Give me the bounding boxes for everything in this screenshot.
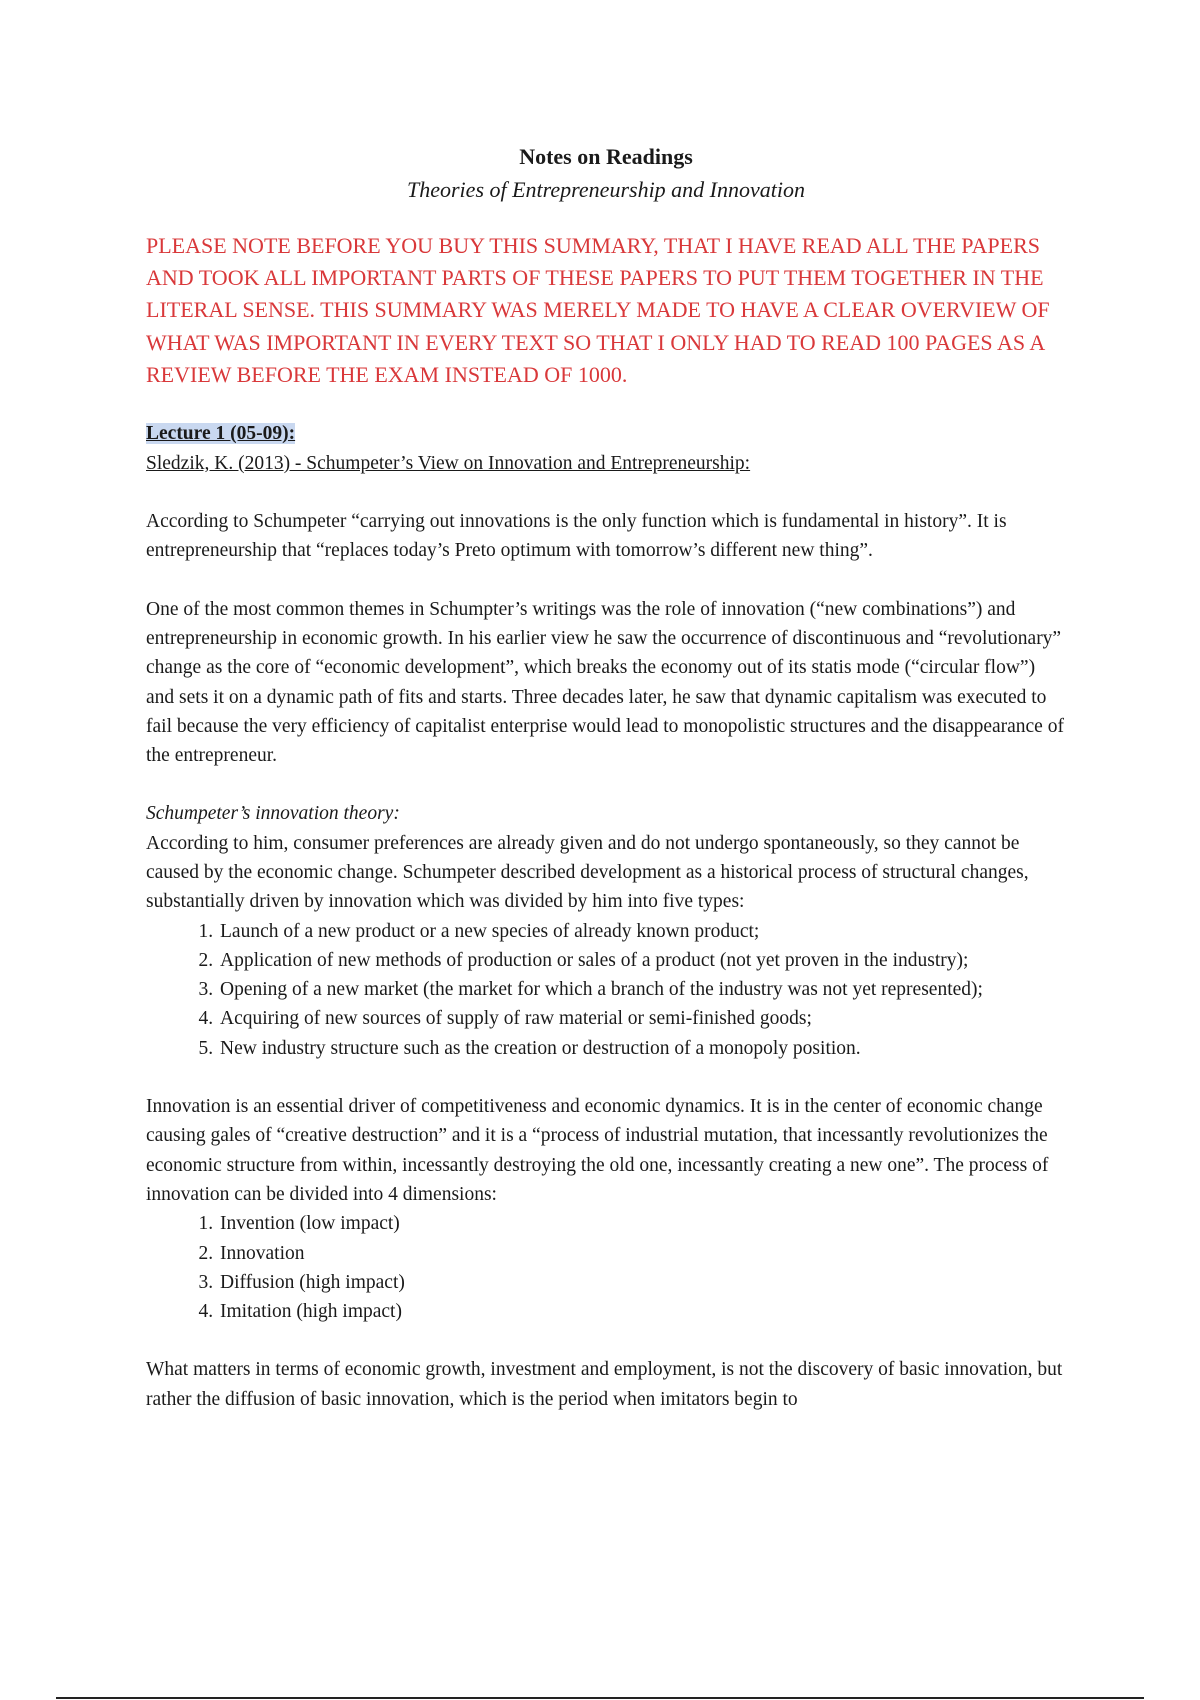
list-item: 3. Opening of a new market (the market for which a branch of the industry was not yet represented); [218, 975, 1066, 1004]
list-item: 2. Innovation [218, 1239, 1066, 1268]
list-item: 4. Acquiring of new sources of supply of raw material or semi-finished goods; [218, 1004, 1066, 1033]
list-item: 3. Diffusion (high impact) [218, 1268, 1066, 1297]
paragraph-2: One of the most common themes in Schumpter’s writings was the role of innovation (“new combinations”) and entrepreneurship in economic growth. In his earlier view he saw the occurrence of discontinuous and “revolutionary” change as the core of “economic development”, which breaks the economy out of its statis mode (“circular flow”) and sets it on a dynamic path of fits and starts. Three decades later, he saw that dynamic capitalism was executed to fail because the very efficiency of capitalist enterprise would lead to monopolistic structures and the disappearance of the entrepreneur. [146, 598, 1064, 767]
list-item: 2. Application of new methods of production or sales of a product (not yet proven in the industry); [218, 946, 1066, 975]
innovation-types-list [146, 917, 1066, 1063]
paragraph-3: According to him, consumer preferences are already given and do not undergo spontaneously, so they cannot be caused by the economic change. Schumpeter described development as a historical process of structural changes, substantially driven by innovation which was divided by him into five types: [146, 832, 1029, 913]
list-item: 1. Launch of a new product or a new species of already known product; [218, 917, 1066, 946]
paragraph-4: Innovation is an essential driver of competitiveness and economic dynamics. It is in the center of economic change causing gales of “creative destruction” and it is a “process of industrial mutation, that incessantly revolutionizes the economic structure from within, incessantly destroying the old one, incessantly creating a new one”. The process of innovation can be divided into 4 dimensions: [146, 1096, 1049, 1205]
list-item: 4. Imitation (high impact) [218, 1297, 1066, 1326]
lecture-heading [146, 419, 1066, 449]
innovation-dimensions-list [146, 1209, 1066, 1326]
purchase-notice: PLEASE NOTE BEFORE YOU BUY THIS SUMMARY, THAT I HAVE READ ALL THE PAPERS AND TOOK ALL IMPORTANT PARTS OF THESE PAPERS TO PUT THEM TOGETHER IN THE LITERAL SENSE. THIS SUMMARY WAS MERELY MADE TO HAVE A CLEAR OVERVIEW OF WHAT WAS IMPORTANT IN EVERY TEXT SO THAT I ONLY HAD TO READ 100 PAGES AS A REVIEW BEFORE THE EXAM INSTEAD OF 1000. [146, 233, 1050, 387]
reading-title: Sledzik, K. (2013) - Schumpeter’s View on Innovation and Entrepreneurship: [146, 453, 751, 475]
lecture-heading-text: Lecture 1 (05-09): [146, 423, 296, 445]
list-item: 1. Invention (low impact) [218, 1209, 1066, 1238]
page-divider [56, 1697, 1144, 1699]
document-subtitle: Theories of Entrepreneurship and Innovation [407, 177, 805, 202]
document-page [146, 140, 1066, 1443]
list-item: 5. New industry structure such as the creation or destruction of a monopoly position. [218, 1034, 1066, 1063]
document-title: Notes on Readings [519, 144, 693, 169]
section-heading: Schumpeter’s innovation theory: [146, 803, 400, 825]
paragraph-1: According to Schumpeter “carrying out innovations is the only function which is fundamental in history”. It is entrepreneurship that “replaces today’s Preto optimum with tomorrow’s different new thing”. [146, 511, 1007, 562]
paragraph-5: What matters in terms of economic growth, investment and employment, is not the discovery of basic innovation, but rather the diffusion of basic innovation, which is the period when imitators begin to [146, 1359, 1063, 1410]
